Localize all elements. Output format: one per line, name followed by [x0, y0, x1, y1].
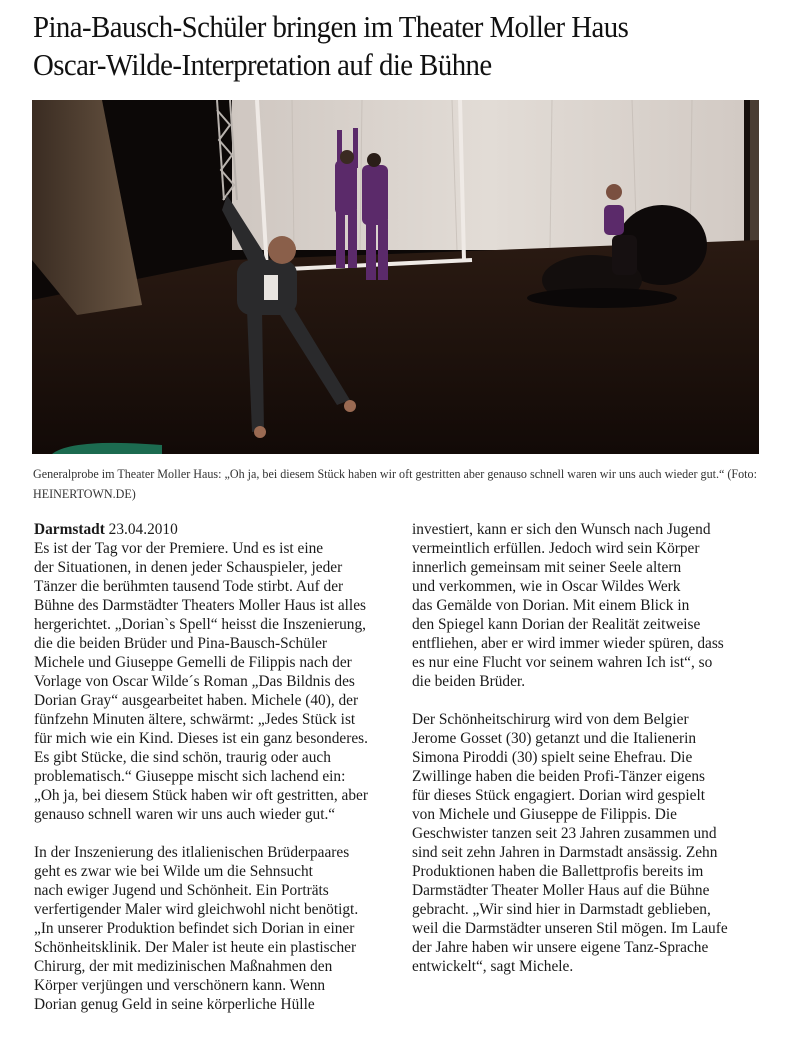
text-line: Darmstädter Theater Moller Haus auf die Bühne	[412, 882, 710, 899]
article-photo	[32, 100, 759, 454]
dateline-place: Darmstadt	[34, 521, 105, 538]
text-line: investiert, kann er sich den Wunsch nach Jugend	[412, 521, 711, 538]
text-line: die beiden Brüder.	[412, 673, 526, 690]
text-line: Körper verjüngen und verschönern kann. Wenn	[34, 977, 326, 994]
text-line: weil die Darmstädter unseren Stil mögen. Im Laufe	[412, 920, 728, 937]
text-line: für mich wie ein Kind. Dieses ist ein ganz besonderes.	[34, 730, 368, 747]
article-headline	[33, 8, 740, 84]
text-line: nach ewiger Jugend und Schönheit. Ein Porträts	[34, 882, 329, 899]
text-line: von Michele und Giuseppe de Filippis. Die	[412, 806, 677, 823]
text-line: fünfzehn Minuten ältere, schwärmt: „Jedes Stück ist	[34, 711, 356, 728]
text-line: und verkommen, wie in Oscar Wildes Werk	[412, 578, 681, 595]
text-line: „In unserer Produktion befindet sich Dorian in einer	[34, 920, 355, 937]
text-line: Produktionen haben die Ballettprofis bereits im	[412, 863, 704, 880]
paragraph-gap	[412, 691, 784, 710]
left-paragraph-1	[34, 539, 406, 824]
text-line: vermeintlich erfüllen. Jedoch wird sein Körper	[412, 540, 700, 557]
left-column	[34, 520, 406, 1014]
text-line: Dorian genug Geld in seine körperliche Hülle	[34, 996, 315, 1013]
text-line: „Oh ja, bei diesem Stück haben wir oft gestritten, aber	[34, 787, 368, 804]
text-line: Dorian Gray“ ausgearbeitet haben. Michele (40), der	[34, 692, 359, 709]
headline-line-1: Pina-Bausch-Schüler bringen im Theater Moller Haus	[33, 9, 629, 44]
photo-caption: Generalprobe im Theater Moller Haus: „Oh ja, bei diesem Stück haben wir oft gestritten aber genauso schnell waren wir uns auch wieder gut.“ (Foto: HEINERTOWN.DE)	[33, 466, 757, 501]
left-paragraph-2	[34, 843, 406, 1014]
text-line: verfertigender Maler wird gleichwohl nicht benötigt.	[34, 901, 359, 918]
text-line: geht es zwar wie bei Wilde um die Sehnsucht	[34, 863, 313, 880]
text-line: problematisch.“ Giuseppe mischt sich lachend ein:	[34, 768, 346, 785]
text-line: In der Inszenierung des itlalienischen Brüderpaares	[34, 844, 350, 861]
text-line: Es gibt Stücke, die sind schön, traurig oder auch	[34, 749, 331, 766]
text-line: den Spiegel kann Dorian der Realität zeitweise	[412, 616, 701, 633]
stage-photo-icon	[32, 100, 759, 454]
text-line: sind seit zehn Jahren in Darmstadt ansässig. Zehn	[412, 844, 718, 861]
text-line: Michele und Giuseppe Gemelli de Filippis nach der	[34, 654, 352, 671]
dateline	[34, 520, 400, 539]
paragraph-gap	[34, 824, 406, 843]
text-line: Geschwister tanzen seit 23 Jahren zusammen und	[412, 825, 717, 842]
text-line: der Jahre haben wir unsere eigene Tanz-Sprache	[412, 939, 709, 956]
text-line: Jerome Gosset (30) getanzt und die Italienerin	[412, 730, 697, 747]
text-line: Tänzer die berühmten tausend Tode stirbt. Auf der	[34, 578, 344, 595]
text-line: Vorlage von Oscar Wilde´s Roman „Das Bildnis des	[34, 673, 355, 690]
text-line: Chirurg, der mit medizinischen Maßnahmen den	[34, 958, 333, 975]
text-line: hergerichtet. „Dorian`s Spell“ heisst die Inszenierung,	[34, 616, 366, 633]
text-line: die die beiden Brüder und Pina-Bausch-Schüler	[34, 635, 328, 652]
text-line: Simona Piroddi (30) spielt seine Ehefrau. Die	[412, 749, 693, 766]
text-line: Der Schönheitschirurg wird von dem Belgier	[412, 711, 689, 728]
right-column	[412, 520, 784, 976]
text-line: es nur eine Flucht vor seinem wahren Ich ist“, so	[412, 654, 713, 671]
text-line: Bühne des Darmstädter Theaters Moller Haus ist alles	[34, 597, 367, 614]
text-line: entwickelt“, sagt Michele.	[412, 958, 574, 975]
text-line: Es ist der Tag vor der Premiere. Und es ist eine	[34, 540, 324, 557]
headline-line-2: Oscar-Wilde-Interpretation auf die Bühne	[33, 47, 492, 82]
text-line: innerlich gemeinsam mit seiner Seele altern	[412, 559, 682, 576]
text-line: das Gemälde von Dorian. Mit einem Blick in	[412, 597, 690, 614]
text-line: Schönheitsklinik. Der Maler ist heute ein plastischer	[34, 939, 357, 956]
text-line: der Situationen, in denen jeder Schauspieler, jeder	[34, 559, 343, 576]
right-paragraph-2	[412, 710, 784, 976]
dateline-date: 23.04.2010	[108, 521, 178, 538]
text-line: genauso schnell waren wir uns auch wieder gut.“	[34, 806, 336, 823]
text-line: für dieses Stück engagiert. Dorian wird gespielt	[412, 787, 706, 804]
text-line: Zwillinge haben die beiden Profi-Tänzer eigens	[412, 768, 706, 785]
text-line: entfliehen, aber er wird immer wieder spüren, dass	[412, 635, 724, 652]
text-line: gebracht. „Wir sind hier in Darmstadt geblieben,	[412, 901, 711, 918]
right-paragraph-1	[412, 520, 784, 691]
